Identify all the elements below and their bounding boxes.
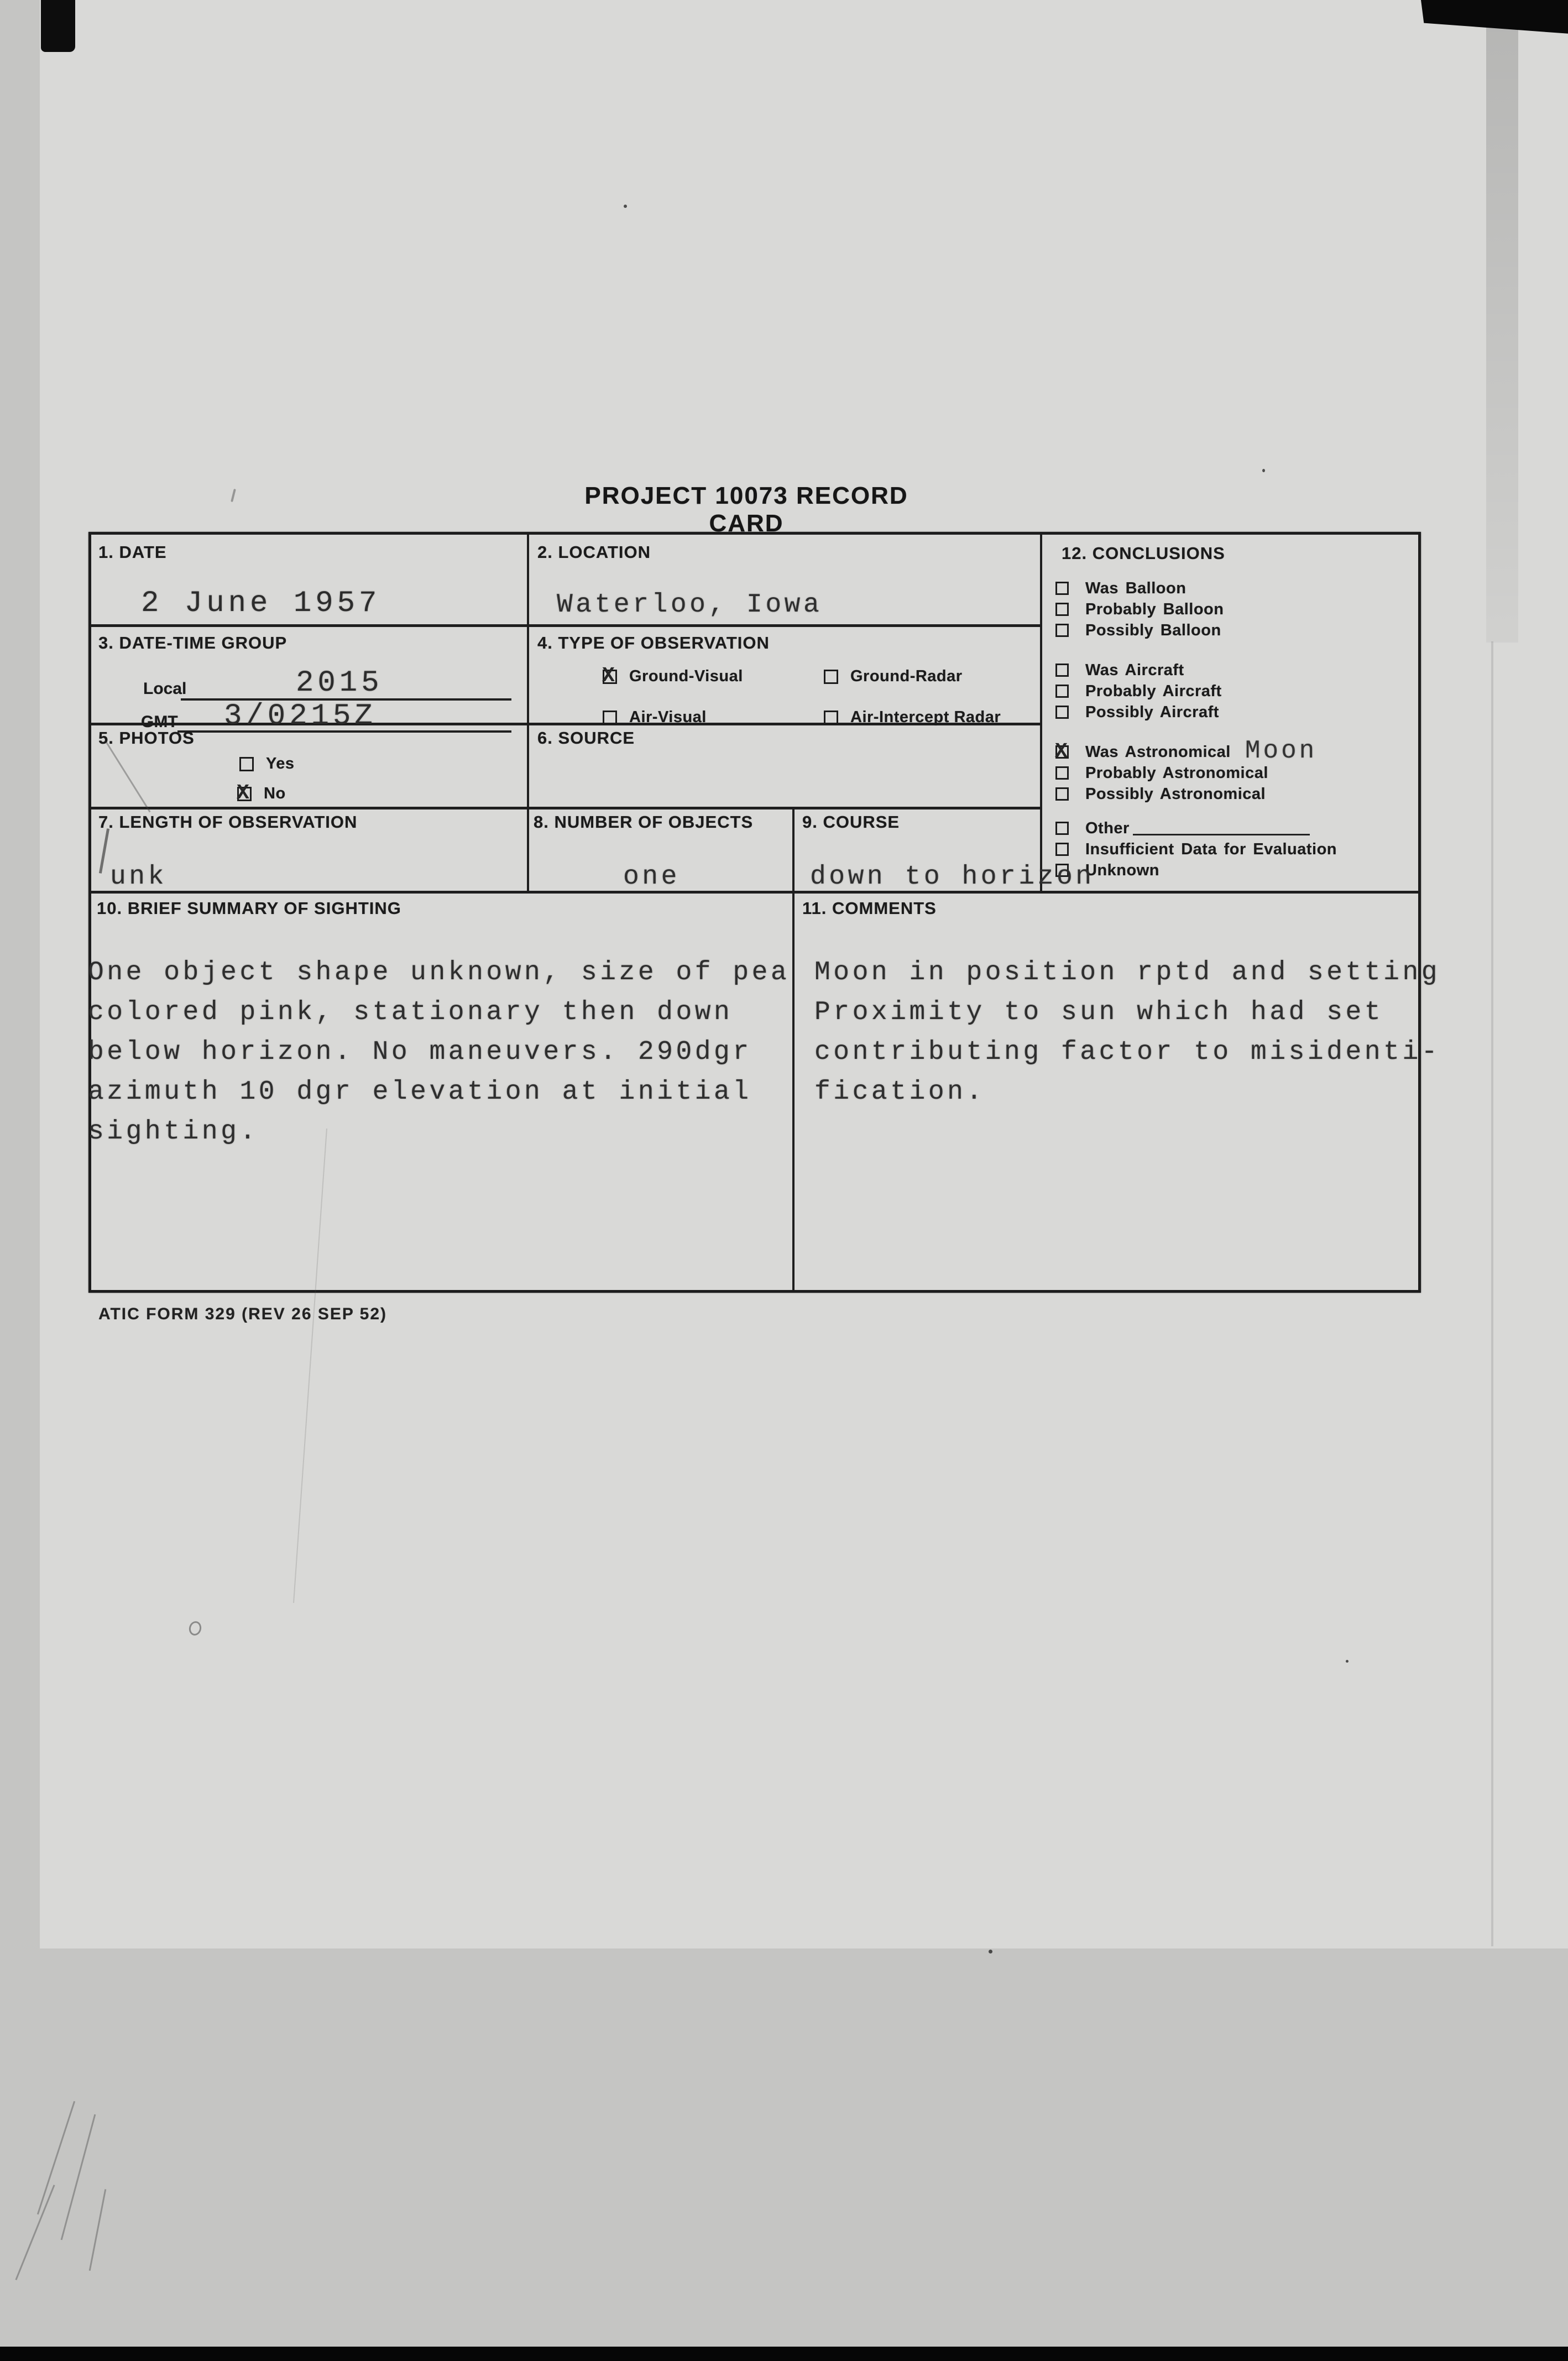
- page-title: PROJECT 10073 RECORD CARD: [584, 482, 908, 537]
- conclusion-insufficient-data: [1055, 839, 1415, 860]
- checkbox-icon: [824, 670, 838, 684]
- other-fill-line: [1133, 822, 1310, 835]
- checkbox-label: Other: [1085, 819, 1130, 837]
- photos-label: 5. PHOTOS: [98, 728, 195, 748]
- scan-speck: [1346, 1660, 1349, 1663]
- date-value: 2 June 1957: [141, 587, 381, 620]
- conclusion-possibly-astronomical: [1055, 783, 1415, 805]
- date-time-group-label: 3. DATE-TIME GROUP: [98, 633, 288, 652]
- location-value: Waterloo, Iowa: [557, 590, 823, 620]
- summary-line: sighting.: [88, 1117, 259, 1147]
- checkbox-label: Air-Intercept Radar: [850, 708, 1001, 726]
- record-card-form: [88, 532, 1441, 1293]
- checkbox-icon: [239, 757, 254, 771]
- brief-summary-text: [88, 953, 790, 1152]
- checkbox-icon: [1055, 603, 1069, 616]
- conclusion-possibly-aircraft: [1055, 702, 1415, 723]
- summary-line: One object shape unknown, size of pea: [88, 958, 790, 988]
- checkbox-label: Air-Visual: [629, 708, 707, 726]
- comments-line: Moon in position rptd and setting: [814, 958, 1441, 988]
- conclusions-label: 12. CONCLUSIONS: [1062, 544, 1225, 563]
- scan-mark-top-left: [41, 0, 75, 52]
- source-label: 6. SOURCE: [537, 728, 635, 748]
- conclusion-probably-astronomical: [1055, 762, 1415, 783]
- conclusion-was-balloon: [1055, 578, 1415, 599]
- gmt-label: GMT: [141, 713, 178, 731]
- checkbox-label: Yes: [266, 755, 295, 772]
- comments-line: contributing factor to misidenti-: [814, 1037, 1441, 1067]
- form-number: ATIC FORM 329 (REV 26 SEP 52): [98, 1305, 388, 1323]
- checkbox-label: Was Astronomical: [1085, 743, 1231, 761]
- local-label: Local: [143, 680, 187, 698]
- conclusion-probably-balloon: [1055, 599, 1415, 620]
- checkbox-icon: [1055, 740, 1069, 764]
- date-label: 1. DATE: [98, 542, 167, 562]
- scan-speck: [624, 205, 627, 208]
- astronomical-note: Moon: [1245, 736, 1318, 765]
- checkbox-icon: [603, 711, 617, 725]
- checkmark: X: [602, 664, 615, 688]
- row-divider: [91, 807, 1041, 809]
- row-divider: [91, 891, 1418, 894]
- number-of-objects-label: 8. NUMBER OF OBJECTS: [534, 812, 754, 832]
- summary-line: colored pink, stationary then down: [88, 997, 733, 1027]
- scan-speck: [989, 1950, 992, 1953]
- checkbox-label: Was Balloon: [1085, 579, 1187, 597]
- comments-label: 11. COMMENTS: [802, 899, 937, 918]
- length-of-observation-value: unk: [110, 862, 167, 892]
- scan-band-bottom: [0, 2347, 1568, 2361]
- conclusions-list: [1055, 578, 1415, 881]
- checkbox-label: Possibly Astronomical: [1085, 785, 1266, 803]
- number-of-objects-value: one: [623, 862, 680, 892]
- checkbox-ground-visual: [602, 664, 743, 688]
- checkbox-label: Probably Balloon: [1085, 600, 1224, 618]
- checkbox-label: Probably Aircraft: [1085, 682, 1222, 700]
- checkbox-photos-yes: [239, 755, 295, 773]
- conclusion-unknown: [1055, 860, 1415, 881]
- checkbox-icon: [824, 711, 838, 725]
- checkbox-icon: [1055, 582, 1069, 595]
- checkbox-label: Insufficient Data for Evaluation: [1085, 840, 1337, 858]
- conclusion-other: [1055, 818, 1415, 839]
- scan-speck: [1262, 469, 1265, 472]
- type-of-observation-label: 4. TYPE OF OBSERVATION: [537, 633, 770, 652]
- summary-line: azimuth 10 dgr elevation at initial: [88, 1077, 752, 1107]
- conclusion-was-aircraft: [1055, 660, 1415, 681]
- checkbox-label: No: [264, 785, 286, 802]
- local-value: 2015: [296, 666, 383, 700]
- checkbox-label: Probably Astronomical: [1085, 764, 1268, 782]
- row-divider: [91, 624, 1041, 627]
- checkmark: X: [1055, 740, 1068, 764]
- comments-line: Proximity to sun which had set: [814, 997, 1384, 1027]
- paper-edge-line: [1491, 641, 1493, 1946]
- course-value: down to horizon: [810, 862, 1095, 892]
- checkbox-label: Unknown: [1085, 861, 1159, 879]
- comments-text: [814, 953, 1440, 1112]
- checkbox-icon: [1055, 843, 1069, 856]
- length-of-observation-label: 7. LENGTH OF OBSERVATION: [98, 812, 358, 832]
- conclusion-possibly-balloon: [1055, 620, 1415, 641]
- column-divider: [1040, 535, 1042, 893]
- location-label: 2. LOCATION: [537, 542, 651, 562]
- conclusion-was-astronomical: [1055, 736, 1415, 765]
- checkbox-ground-radar: [824, 667, 963, 686]
- column-divider: [792, 807, 795, 1290]
- checkbox-label: Ground-Visual: [629, 667, 743, 685]
- checkbox-label: Ground-Radar: [850, 667, 963, 685]
- conclusion-probably-aircraft: [1055, 681, 1415, 702]
- checkmark: X: [237, 781, 249, 805]
- checkbox-air-visual: [603, 708, 707, 727]
- checkbox-icon: [1055, 706, 1069, 719]
- comments-line: fication.: [814, 1077, 985, 1107]
- checkbox-icon: [1055, 664, 1069, 677]
- checkbox-icon: [1055, 685, 1069, 698]
- checkbox-icon: [602, 664, 617, 688]
- checkbox-icon: [1055, 787, 1069, 801]
- checkbox-photos-no: [237, 781, 286, 805]
- checkbox-icon: [1055, 624, 1069, 637]
- summary-line: below horizon. No maneuvers. 290dgr: [88, 1037, 752, 1067]
- checkbox-label: Was Aircraft: [1085, 661, 1184, 679]
- checkbox-icon: [237, 781, 252, 805]
- checkbox-icon: [1055, 822, 1069, 835]
- column-divider: [527, 535, 529, 893]
- checkbox-label: Possibly Balloon: [1085, 621, 1221, 639]
- paper-fold-shadow: [1486, 23, 1518, 643]
- course-label: 9. COURSE: [802, 812, 900, 832]
- checkbox-air-intercept-radar: [824, 708, 1001, 727]
- gmt-value: 3/0215Z: [224, 699, 377, 733]
- checkbox-label: Possibly Aircraft: [1085, 703, 1219, 721]
- brief-summary-label: 10. BRIEF SUMMARY OF SIGHTING: [97, 899, 401, 918]
- checkbox-icon: [1055, 766, 1069, 780]
